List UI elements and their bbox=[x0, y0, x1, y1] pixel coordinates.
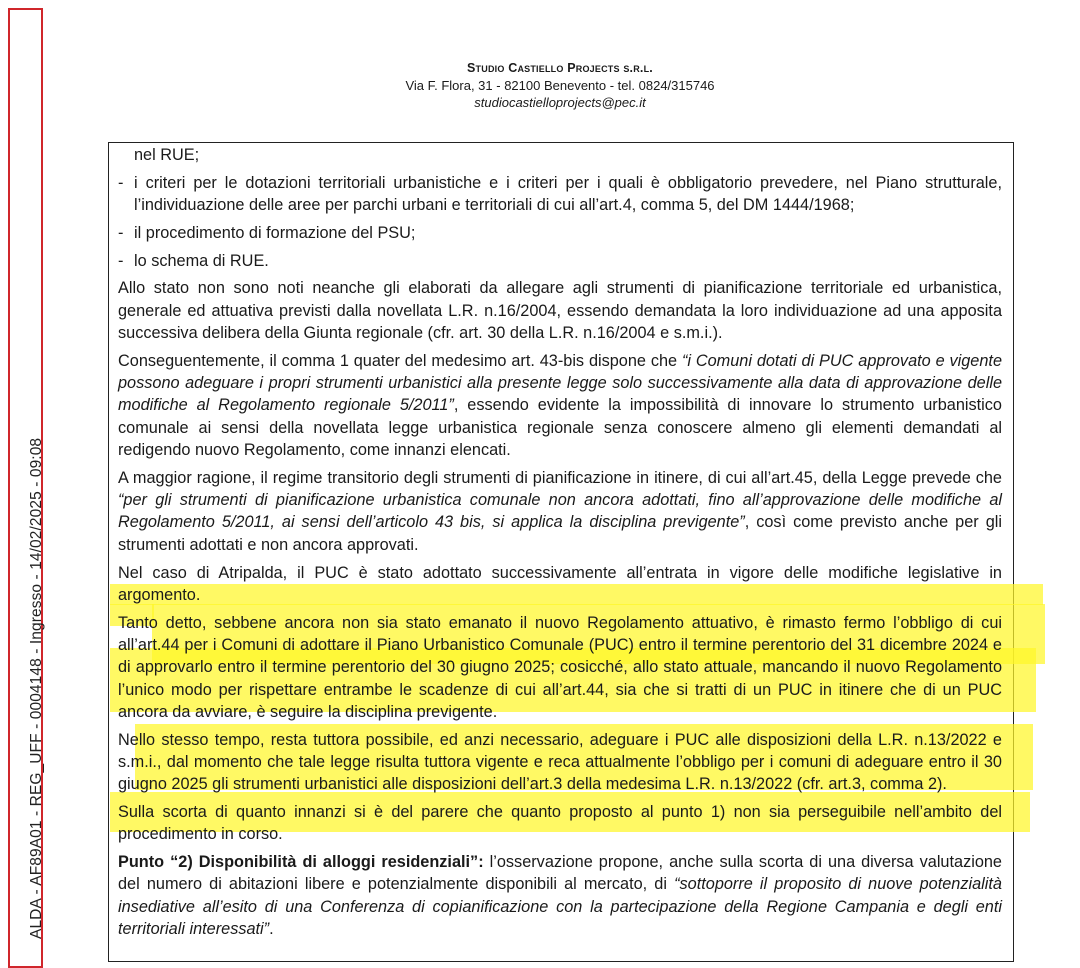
list-item bbox=[118, 172, 1002, 217]
paragraph-conclusione-punto-1: Sulla scorta di quanto innanzi si è del parere che quanto proposto al punto 1) non sia perseguibile nell’ambito del procedimento in corso. bbox=[118, 803, 1002, 844]
bullet-dash: - bbox=[118, 251, 124, 270]
company-name: Studio Castiello Projects s.r.l. bbox=[467, 61, 653, 75]
paragraph-comma-1-quater bbox=[118, 350, 1002, 461]
bullet-dash: - bbox=[118, 223, 124, 242]
document-body bbox=[118, 144, 1002, 946]
paragraph-regime-transitorio bbox=[118, 467, 1002, 556]
section-heading: Punto “2) Disponibilità di alloggi residenziali”: bbox=[118, 853, 484, 872]
text: , così come previsto anche per gli strumenti adottati e non ancora approvati. bbox=[118, 513, 1002, 554]
text: l’osservazione propone, anche sulla scorta di una diversa valutazione del numero di abitazioni libere e potenzialmente disponibili al mercato, di bbox=[118, 853, 1002, 894]
company-address: Via F. Flora, 31 - 82100 Benevento - tel. 0824/315746 bbox=[405, 78, 715, 93]
quotation: “per gli strumenti di pianificazione urbanistica comunale non ancora adottati, fino all’approvazione delle modifiche al Regolamento 5/2011, ai sensi dell’articolo 43 bis, si applica la disciplina previgente” bbox=[118, 491, 1002, 532]
list-item bbox=[118, 222, 1002, 244]
text: , essendo evidente la impossibilità di innovare lo strumento urbanistico comunale ai sensi della novellata legge urbanistica regionale senza conoscere almeno gli elementi demandati al redigendo nuovo Regolamento, come innanzi elencati. bbox=[118, 396, 1002, 460]
paragraph-elaborati: Allo stato non sono noti neanche gli elaborati da allegare agli strumenti di pianificazione territoriale ed urbanistica, generale ed attuativa previsti dalla novellata L.R. n.16/2004, essendo demandata la loro individuazione ad una apposita successiva delibera della Giunta regionale (cfr. art. 30 della L.R. n.16/2004 e s.m.i.). bbox=[118, 279, 1002, 343]
quotation: “sottoporre il proposito di nuove potenzialità insediative all’esito di una Conferenza di copianificazione con la partecipazione della Regione Campania e degli enti territoriali interessati” bbox=[118, 875, 1002, 938]
company-email: studiocastielloprojects@pec.it bbox=[474, 95, 646, 110]
list-item bbox=[118, 250, 1002, 272]
letterhead bbox=[0, 60, 1080, 111]
list-item-text: lo schema di RUE. bbox=[134, 251, 269, 270]
paragraph-tanto-detto: Tanto detto, sebbene ancora non sia stato emanato il nuovo Regolamento attuativo, è rimasto fermo l’obbligo di cui all’art.44 per i Comuni di adottare il Piano Urbanistico Comunale (PUC) entro il termine perentorio del 31 dicembre 2024 e di approvarlo entro il termine perentorio del 30 giugno 2025; cosicché, allo stato attuale, mancando il nuovo Regolamento l’unico modo per rispettare entrambe le scadenze di cui all’art.44, sia che si tratti di un PUC in itinere che di un PUC ancora da avviare, è seguire la disciplina previgente. bbox=[118, 613, 1002, 721]
paragraph-atripalda: Nel caso di Atripalda, il PUC è stato adottato successivamente all’entrata in vigore delle modifiche legislative in argomento. bbox=[118, 563, 1002, 604]
protocol-stamp-text: ALDA - AF89A01 - REG_UFF - 0004148 - Ingresso - 14/02/2025 - 09:08 bbox=[28, 437, 45, 939]
list-continuation: nel RUE; bbox=[134, 146, 200, 164]
list-item-text: il procedimento di formazione del PSU; bbox=[134, 223, 416, 242]
paragraph-punto-2 bbox=[118, 851, 1002, 940]
text: A maggior ragione, il regime transitorio degli strumenti di pianificazione in itinere, di cui all’art.45, della Legge prevede che bbox=[118, 468, 1002, 487]
bullet-dash: - bbox=[118, 173, 124, 192]
text: . bbox=[269, 920, 274, 938]
quotation: “i Comuni dotati di PUC approvato e vigente possono adeguare i propri strumenti urbanistici alla presente legge solo successivamente alla data di approvazione delle modifiche al Regolamento regionale 5/2011” bbox=[118, 351, 1002, 415]
paragraph-nello-stesso-tempo: Nello stesso tempo, resta tuttora possibile, ed anzi necessario, adeguare i PUC alle disposizioni della L.R. n.13/2022 e s.m.i., dal momento che tale legge risulta tuttora vigente e reca attualmente l’obbligo per i comuni di adeguare entro il 30 giugno 2025 gli strumenti urbanistici alle disposizioni dell’art.3 della medesima L.R. n.13/2022 (cfr. art.3, comma 2). bbox=[118, 730, 1002, 794]
list-item-text: i criteri per le dotazioni territoriali urbanistiche e i criteri per i quali è obbligatorio prevedere, nel Piano strutturale, l’individuazione delle aree per parchi urbani e territoriali di cui all’art.4, comma 5, del DM 1444/1968; bbox=[134, 173, 1002, 215]
text: Conseguentemente, il comma 1 quater del medesimo art. 43-bis dispone che bbox=[118, 351, 682, 370]
